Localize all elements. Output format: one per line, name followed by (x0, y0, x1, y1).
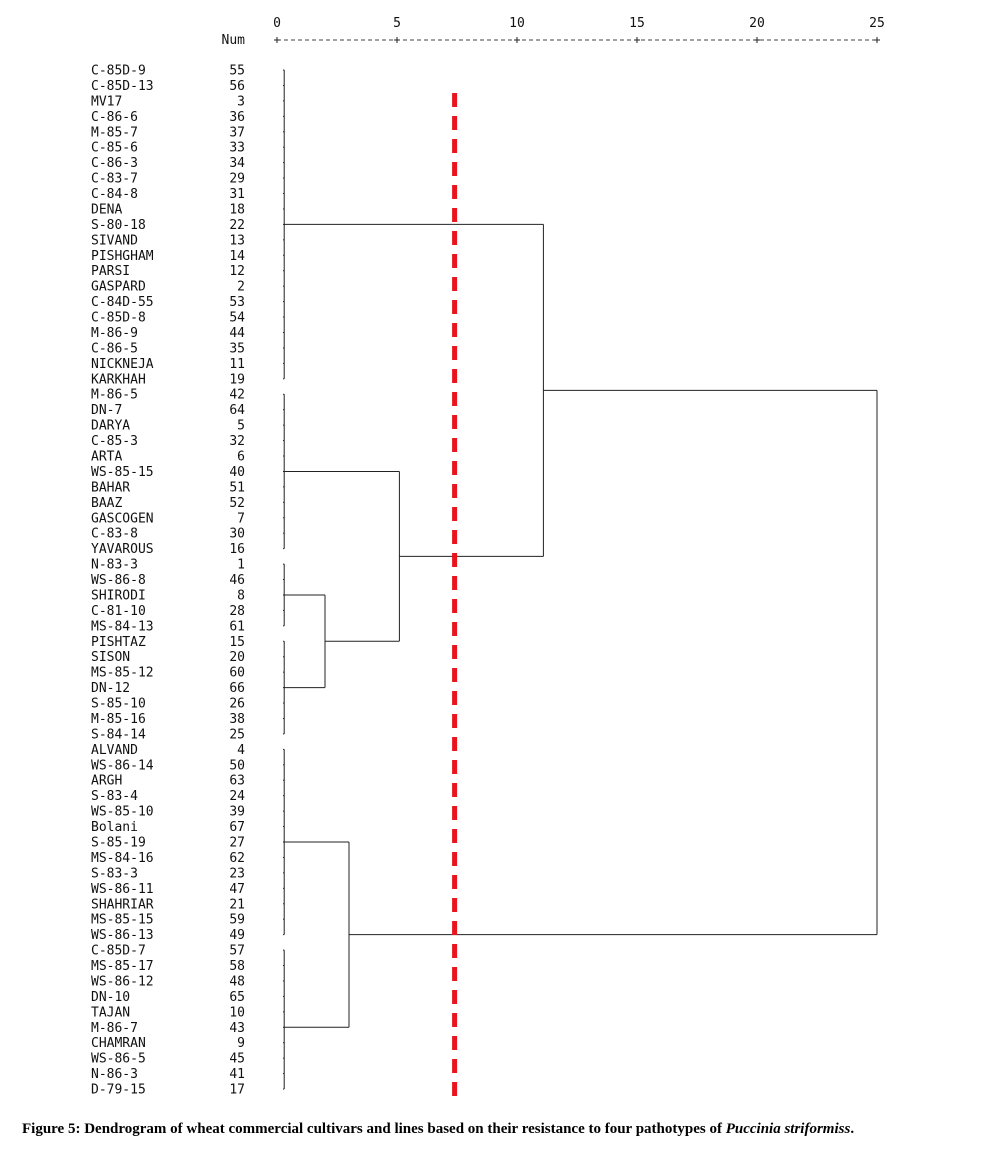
leaf-num: 20 (229, 650, 245, 666)
axis-tick-label: 0 (273, 16, 281, 31)
axis-tick-label: 25 (869, 16, 885, 31)
leaf-name: C-85-3 (91, 434, 138, 450)
leaf-num: 6 (237, 449, 245, 465)
leaf-name: PISHTAZ (91, 634, 146, 650)
leaf-name: C-85-6 (91, 140, 138, 156)
leaf-num: 32 (229, 434, 245, 450)
leaf-num: 33 (229, 140, 245, 156)
axis-tick-label: 20 (749, 16, 765, 31)
leaf-name: S-85-10 (91, 696, 146, 712)
leaf-num: 9 (237, 1036, 245, 1052)
leaf-name: MS-85-17 (91, 959, 154, 975)
leaf-name: GASPARD (91, 279, 146, 295)
leaf-name: MS-84-16 (91, 850, 154, 866)
leaf-num: 41 (229, 1067, 245, 1083)
leaf-name: BAAZ (91, 495, 123, 511)
leaf-name: C-85D-7 (91, 943, 146, 959)
leaf-name: N-86-3 (91, 1067, 138, 1083)
leaf-num: 28 (229, 603, 245, 619)
leaf-num: 35 (229, 341, 245, 357)
leaf-name: DN-12 (91, 681, 131, 697)
leaf-num: 49 (229, 928, 245, 944)
leaf-name: M-86-9 (91, 325, 138, 341)
leaf-name: C-84-8 (91, 187, 138, 203)
num-header: Num (221, 33, 245, 48)
leaf-num: 64 (229, 403, 245, 419)
leaf-name: M-85-7 (91, 125, 138, 141)
leaf-num: 42 (229, 387, 245, 403)
leaf-name: S-85-19 (91, 835, 146, 851)
leaf-name: S-83-3 (91, 866, 138, 882)
leaf-num: 25 (229, 727, 245, 743)
leaf-num: 55 (229, 63, 245, 79)
leaf-name: C-86-3 (91, 156, 138, 172)
leaf-name: C-85D-9 (91, 63, 146, 79)
leaf-name: DENA (91, 202, 123, 218)
leaf-num: 30 (229, 526, 245, 542)
leaf-name: MS-85-15 (91, 912, 154, 928)
leaf-num: 43 (229, 1020, 245, 1036)
leaf-num: 63 (229, 773, 245, 789)
axis-tick-label: 5 (393, 16, 401, 31)
leaf-name: C-86-5 (91, 341, 138, 357)
leaf-name: WS-86-14 (91, 758, 154, 774)
leaf-name: WS-85-10 (91, 804, 154, 820)
leaf-num: 10 (229, 1005, 245, 1021)
axis-tick-label: 10 (509, 16, 525, 31)
leaf-name: CHAMRAN (91, 1036, 146, 1052)
leaf-num: 37 (229, 125, 245, 141)
leaf-num: 45 (229, 1051, 245, 1067)
leaf-num: 67 (229, 820, 245, 836)
leaf-name: M-85-16 (91, 711, 146, 727)
caption-period: . (850, 1121, 855, 1137)
leaf-name: DN-10 (91, 989, 131, 1005)
leaf-num: 34 (229, 156, 245, 172)
leaf-name: MV17 (91, 94, 123, 110)
leaf-num: 26 (229, 696, 245, 712)
leaf-num: 23 (229, 866, 245, 882)
leaf-num: 40 (229, 464, 245, 480)
leaf-num: 65 (229, 989, 245, 1005)
leaf-name: KARKHAH (91, 372, 146, 388)
leaf-num: 48 (229, 974, 245, 990)
leaf-name: WS-86-13 (91, 928, 154, 944)
leaf-num: 57 (229, 943, 245, 959)
leaf-name: PARSI (91, 264, 131, 280)
leaf-num: 12 (229, 264, 245, 280)
leaf-name: MS-84-13 (91, 619, 154, 635)
leaf-num: 18 (229, 202, 245, 218)
leaf-num: 7 (237, 511, 245, 527)
leaf-name: WS-86-12 (91, 974, 154, 990)
leaf-num: 22 (229, 217, 245, 233)
figure-caption (22, 1121, 972, 1138)
leaf-num: 1 (237, 557, 245, 573)
leaf-name: SHIRODI (91, 588, 146, 604)
leaf-name: GASCOGEN (91, 511, 154, 527)
leaf-num: 14 (229, 248, 245, 264)
leaf-name: YAVAROUS (91, 542, 154, 558)
leaf-num: 3 (237, 94, 245, 110)
leaf-name: C-83-8 (91, 526, 138, 542)
leaf-name: C-83-7 (91, 171, 138, 187)
leaf-num: 15 (229, 634, 245, 650)
leaf-num: 38 (229, 711, 245, 727)
leaf-num: 29 (229, 171, 245, 187)
leaf-name: TAJAN (91, 1005, 131, 1021)
leaf-num: 47 (229, 881, 245, 897)
leaf-name: BAHAR (91, 480, 131, 496)
leaf-name: S-84-14 (91, 727, 146, 743)
leaf-num: 5 (237, 418, 245, 434)
leaf-num: 8 (237, 588, 245, 604)
leaf-num: 24 (229, 789, 245, 805)
leaf-name: S-83-4 (91, 789, 138, 805)
leaf-num: 11 (229, 356, 245, 372)
leaf-name: WS-86-11 (91, 881, 154, 897)
leaf-num: 61 (229, 619, 245, 635)
leaf-name: SISON (91, 650, 131, 666)
leaf-name: ARGH (91, 773, 123, 789)
leaf-name: N-83-3 (91, 557, 138, 573)
leaf-num: 51 (229, 480, 245, 496)
leaf-name: PISHGHAM (91, 248, 154, 264)
leaf-num: 46 (229, 573, 245, 589)
leaf-num: 13 (229, 233, 245, 249)
leaf-name: C-85D-8 (91, 310, 146, 326)
leaf-name: C-86-6 (91, 109, 138, 125)
leaf-name: DARYA (91, 418, 131, 434)
leaf-num: 27 (229, 835, 245, 851)
leaf-name: M-86-5 (91, 387, 138, 403)
leaf-name: ARTA (91, 449, 123, 465)
leaf-name: SIVAND (91, 233, 138, 249)
leaf-num: 2 (237, 279, 245, 295)
leaf-name: MS-85-12 (91, 665, 154, 681)
leaf-name: WS-86-5 (91, 1051, 146, 1067)
leaf-name: D-79-15 (91, 1082, 146, 1098)
leaf-num: 36 (229, 109, 245, 125)
leaf-num: 44 (229, 325, 245, 341)
leaf-num: 60 (229, 665, 245, 681)
leaf-num: 52 (229, 495, 245, 511)
leaf-num: 19 (229, 372, 245, 388)
leaf-num: 66 (229, 681, 245, 697)
caption-text: Figure 5: Dendrogram of wheat commercial cultivars and lines based on their resistance to four pathotypes of (22, 1121, 726, 1137)
leaf-num: 17 (229, 1082, 245, 1098)
leaf-num: 31 (229, 187, 245, 203)
leaf-num: 4 (237, 742, 245, 758)
leaf-name: C-81-10 (91, 603, 146, 619)
leaf-name: Bolani (91, 820, 138, 836)
leaf-num: 16 (229, 542, 245, 558)
leaf-num: 50 (229, 758, 245, 774)
leaf-name: C-84D-55 (91, 295, 154, 311)
leaf-name: WS-85-15 (91, 464, 154, 480)
leaf-num: 54 (229, 310, 245, 326)
leaf-num: 21 (229, 897, 245, 913)
leaf-num: 39 (229, 804, 245, 820)
leaf-name: NICKNEJA (91, 356, 154, 372)
caption-species: Puccinia striformiss (725, 1121, 851, 1137)
leaf-num: 58 (229, 959, 245, 975)
leaf-name: WS-86-8 (91, 573, 146, 589)
leaf-num: 62 (229, 850, 245, 866)
leaf-name: DN-7 (91, 403, 123, 419)
leaf-num: 56 (229, 78, 245, 94)
leaf-name: S-80-18 (91, 217, 146, 233)
leaf-name: C-85D-13 (91, 78, 154, 94)
leaf-name: SHAHRIAR (91, 897, 154, 913)
leaf-name: ALVAND (91, 742, 138, 758)
leaf-num: 53 (229, 295, 245, 311)
axis-tick-label: 15 (629, 16, 645, 31)
leaf-num: 59 (229, 912, 245, 928)
leaf-name: M-86-7 (91, 1020, 138, 1036)
